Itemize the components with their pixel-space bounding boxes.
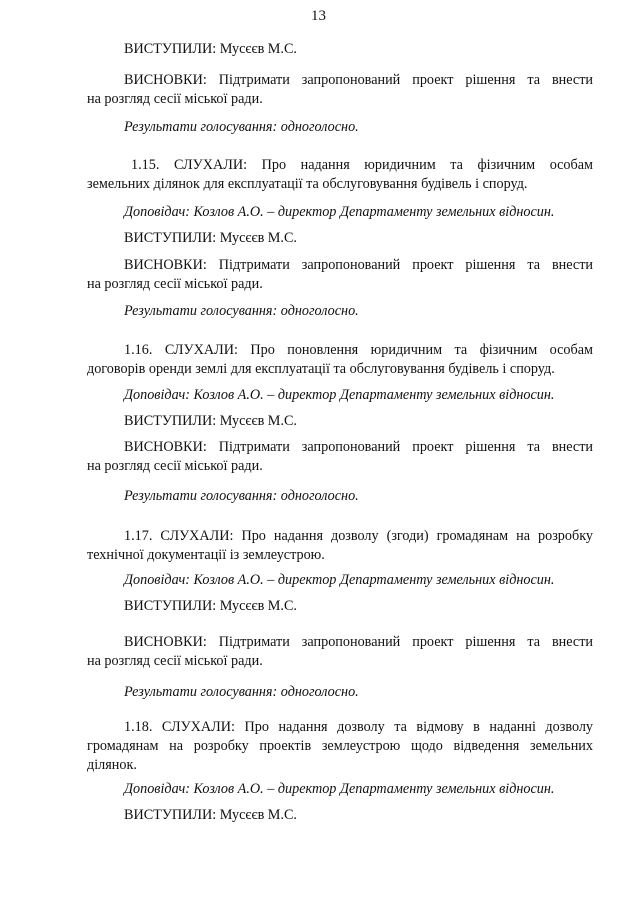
heard-line-2: земельних ділянок для експлуатації та обслуговування будівель і споруд. [87,176,528,192]
speakers-label: ВИСТУПИЛИ: [124,41,217,57]
speakers-label: ВИСТУПИЛИ: [124,598,217,614]
item-number: 1.15. [131,157,160,173]
top-vote-result: Результати голосування: одноголосно. [124,119,359,135]
conclusion-label: ВИСНОВКИ: [124,257,207,273]
item-1-16-reporter: Доповідач: Козлов А.О. – директор Департаменту земельних відносин. [124,387,555,403]
conclusion-line-1 [87,438,593,457]
speakers-name: Мусєєв М.С. [219,598,297,614]
item-1-17-heard [87,527,593,565]
item-1-17-reporter: Доповідач: Козлов А.О. – директор Департаменту земельних відносин. [124,572,555,588]
page-number: 13 [311,8,326,24]
heard-label: СЛУХАЛИ: [173,157,248,173]
item-1-16-speakers [87,412,593,431]
item-1-16-conclusion [87,438,593,476]
item-1-18-heard [87,718,593,775]
item-1-17-vote-result: Результати голосування: одноголосно. [124,684,359,700]
speakers-name: Мусєєв М.С. [219,41,297,57]
item-1-18-speakers [87,806,593,825]
item-1-17-conclusion [87,633,593,671]
item-number: 1.18. [124,719,153,735]
heard-line-2: технічної документації із землеустрою. [87,547,325,563]
top-conclusion [87,71,593,109]
conclusion-line-1 [87,71,593,90]
item-number: 1.17. [124,528,153,544]
heard-text-1: Про надання дозволу та відмову в наданні дозволу [244,719,594,735]
speakers-name: Мусєєв М.С. [219,807,297,823]
conclusion-text-1: Підтримати запропонований проект рішення та внести [218,634,593,650]
conclusion-line-1 [87,256,593,275]
item-1-15-reporter: Доповідач: Козлов А.О. – директор Департаменту земельних відносин. [124,204,555,220]
conclusion-label: ВИСНОВКИ: [124,72,207,88]
heard-line-2: громадянам на розробку проектів землеустрою щодо відведення земельних [87,738,593,754]
heard-line-2: договорів оренди землі для експлуатації та обслуговування будівель і споруд. [87,361,555,377]
conclusion-line-2: на розгляд сесії міської ради. [87,276,263,292]
item-1-15-heard [87,156,593,194]
heard-label: СЛУХАЛИ: [161,719,235,735]
heard-line-1 [87,527,593,546]
item-number: 1.16. [124,342,153,358]
heard-line-1 [87,156,593,175]
conclusion-text-1: Підтримати запропонований проект рішення та внести [218,72,593,88]
item-1-16-heard [87,341,593,379]
heard-line-1 [87,718,593,737]
item-1-18-reporter: Доповідач: Козлов А.О. – директор Департаменту земельних відносин. [124,781,555,797]
heard-line-1 [87,341,593,360]
heard-text-1: Про поновлення юридичним та фізичним особам [250,342,594,358]
speakers-label: ВИСТУПИЛИ: [124,807,217,823]
speakers-label: ВИСТУПИЛИ: [124,413,217,429]
item-1-15-vote-result: Результати голосування: одноголосно. [124,303,359,319]
conclusion-label: ВИСНОВКИ: [124,634,207,650]
item-1-16-vote-result: Результати голосування: одноголосно. [124,488,359,504]
heard-label: СЛУХАЛИ: [160,528,234,544]
item-1-15-speakers [87,229,593,248]
conclusion-label: ВИСНОВКИ: [124,439,207,455]
conclusion-line-2: на розгляд сесії міської ради. [87,653,263,669]
heard-line-3: ділянок. [87,757,137,773]
item-1-17-speakers [87,597,593,616]
conclusion-text-1: Підтримати запропонований проект рішення та внести [218,257,593,273]
heard-text-1: Про надання юридичним та фізичним особам [261,157,594,173]
item-1-15-conclusion [87,256,593,294]
top-speakers [87,40,593,59]
conclusion-line-2: на розгляд сесії міської ради. [87,458,263,474]
speakers-name: Мусєєв М.С. [219,230,297,246]
conclusion-line-1 [87,633,593,652]
heard-text-1: Про надання дозволу (згоди) громадянам на розробку [241,528,594,544]
heard-label: СЛУХАЛИ: [164,342,238,358]
conclusion-line-2: на розгляд сесії міської ради. [87,91,263,107]
speakers-name: Мусєєв М.С. [219,413,297,429]
speakers-label: ВИСТУПИЛИ: [124,230,217,246]
conclusion-text-1: Підтримати запропонований проект рішення та внести [218,439,593,455]
